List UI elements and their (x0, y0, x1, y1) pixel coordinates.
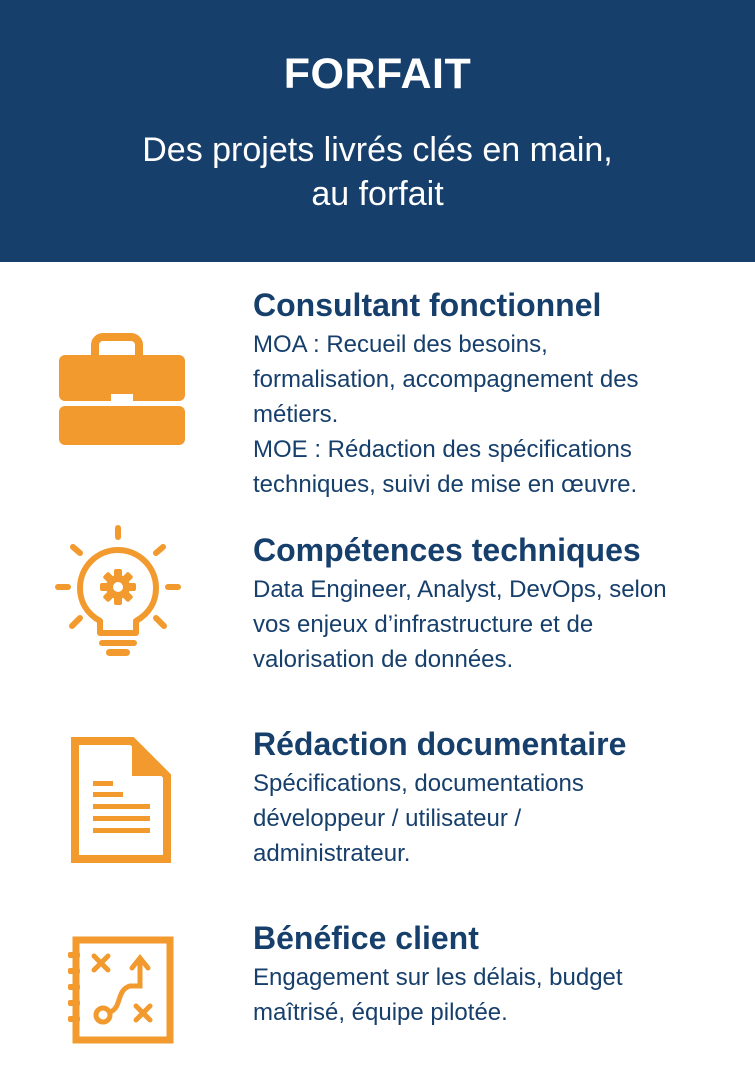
subtitle-line: Des projets livrés clés en main, (142, 131, 613, 169)
strategy-plan-icon (50, 928, 190, 1068)
description-line: Data Engineer, Analyst, DevOps, selon (253, 576, 667, 603)
subtitle-line: au forfait (311, 175, 444, 213)
description-line: MOA : Recueil des besoins, (253, 331, 548, 358)
description-line: administrateur. (253, 840, 411, 867)
section-title: Consultant fonctionnel (253, 287, 602, 323)
section-description (253, 327, 743, 502)
section-description (253, 960, 743, 1030)
description-line: formalisation, accompagnement des (253, 366, 639, 393)
section-title: Rédaction documentaire (253, 726, 627, 762)
briefcase-icon (50, 330, 190, 470)
description-line: développeur / utilisateur / (253, 805, 522, 832)
description-line: valorisation de données. (253, 646, 514, 673)
lightbulb-gear-icon (50, 525, 190, 665)
page-subtitle (0, 128, 755, 216)
description-line: Engagement sur les délais, budget (253, 964, 623, 991)
description-line: vos enjeux d’infrastructure et de (253, 611, 594, 638)
description-line: MOE : Rédaction des spécifications (253, 436, 632, 463)
section-description (253, 572, 743, 677)
description-line: techniques, suivi de mise en œuvre. (253, 471, 638, 498)
page-title: FORFAIT (283, 50, 472, 98)
header-banner (0, 0, 755, 262)
section-title: Compétences techniques (253, 532, 641, 568)
description-line: métiers. (253, 401, 339, 428)
section-description (253, 766, 743, 871)
section-title: Bénéfice client (253, 920, 479, 956)
description-line: Spécifications, documentations (253, 770, 584, 797)
document-icon (50, 729, 190, 869)
description-line: maîtrisé, équipe pilotée. (253, 999, 508, 1026)
